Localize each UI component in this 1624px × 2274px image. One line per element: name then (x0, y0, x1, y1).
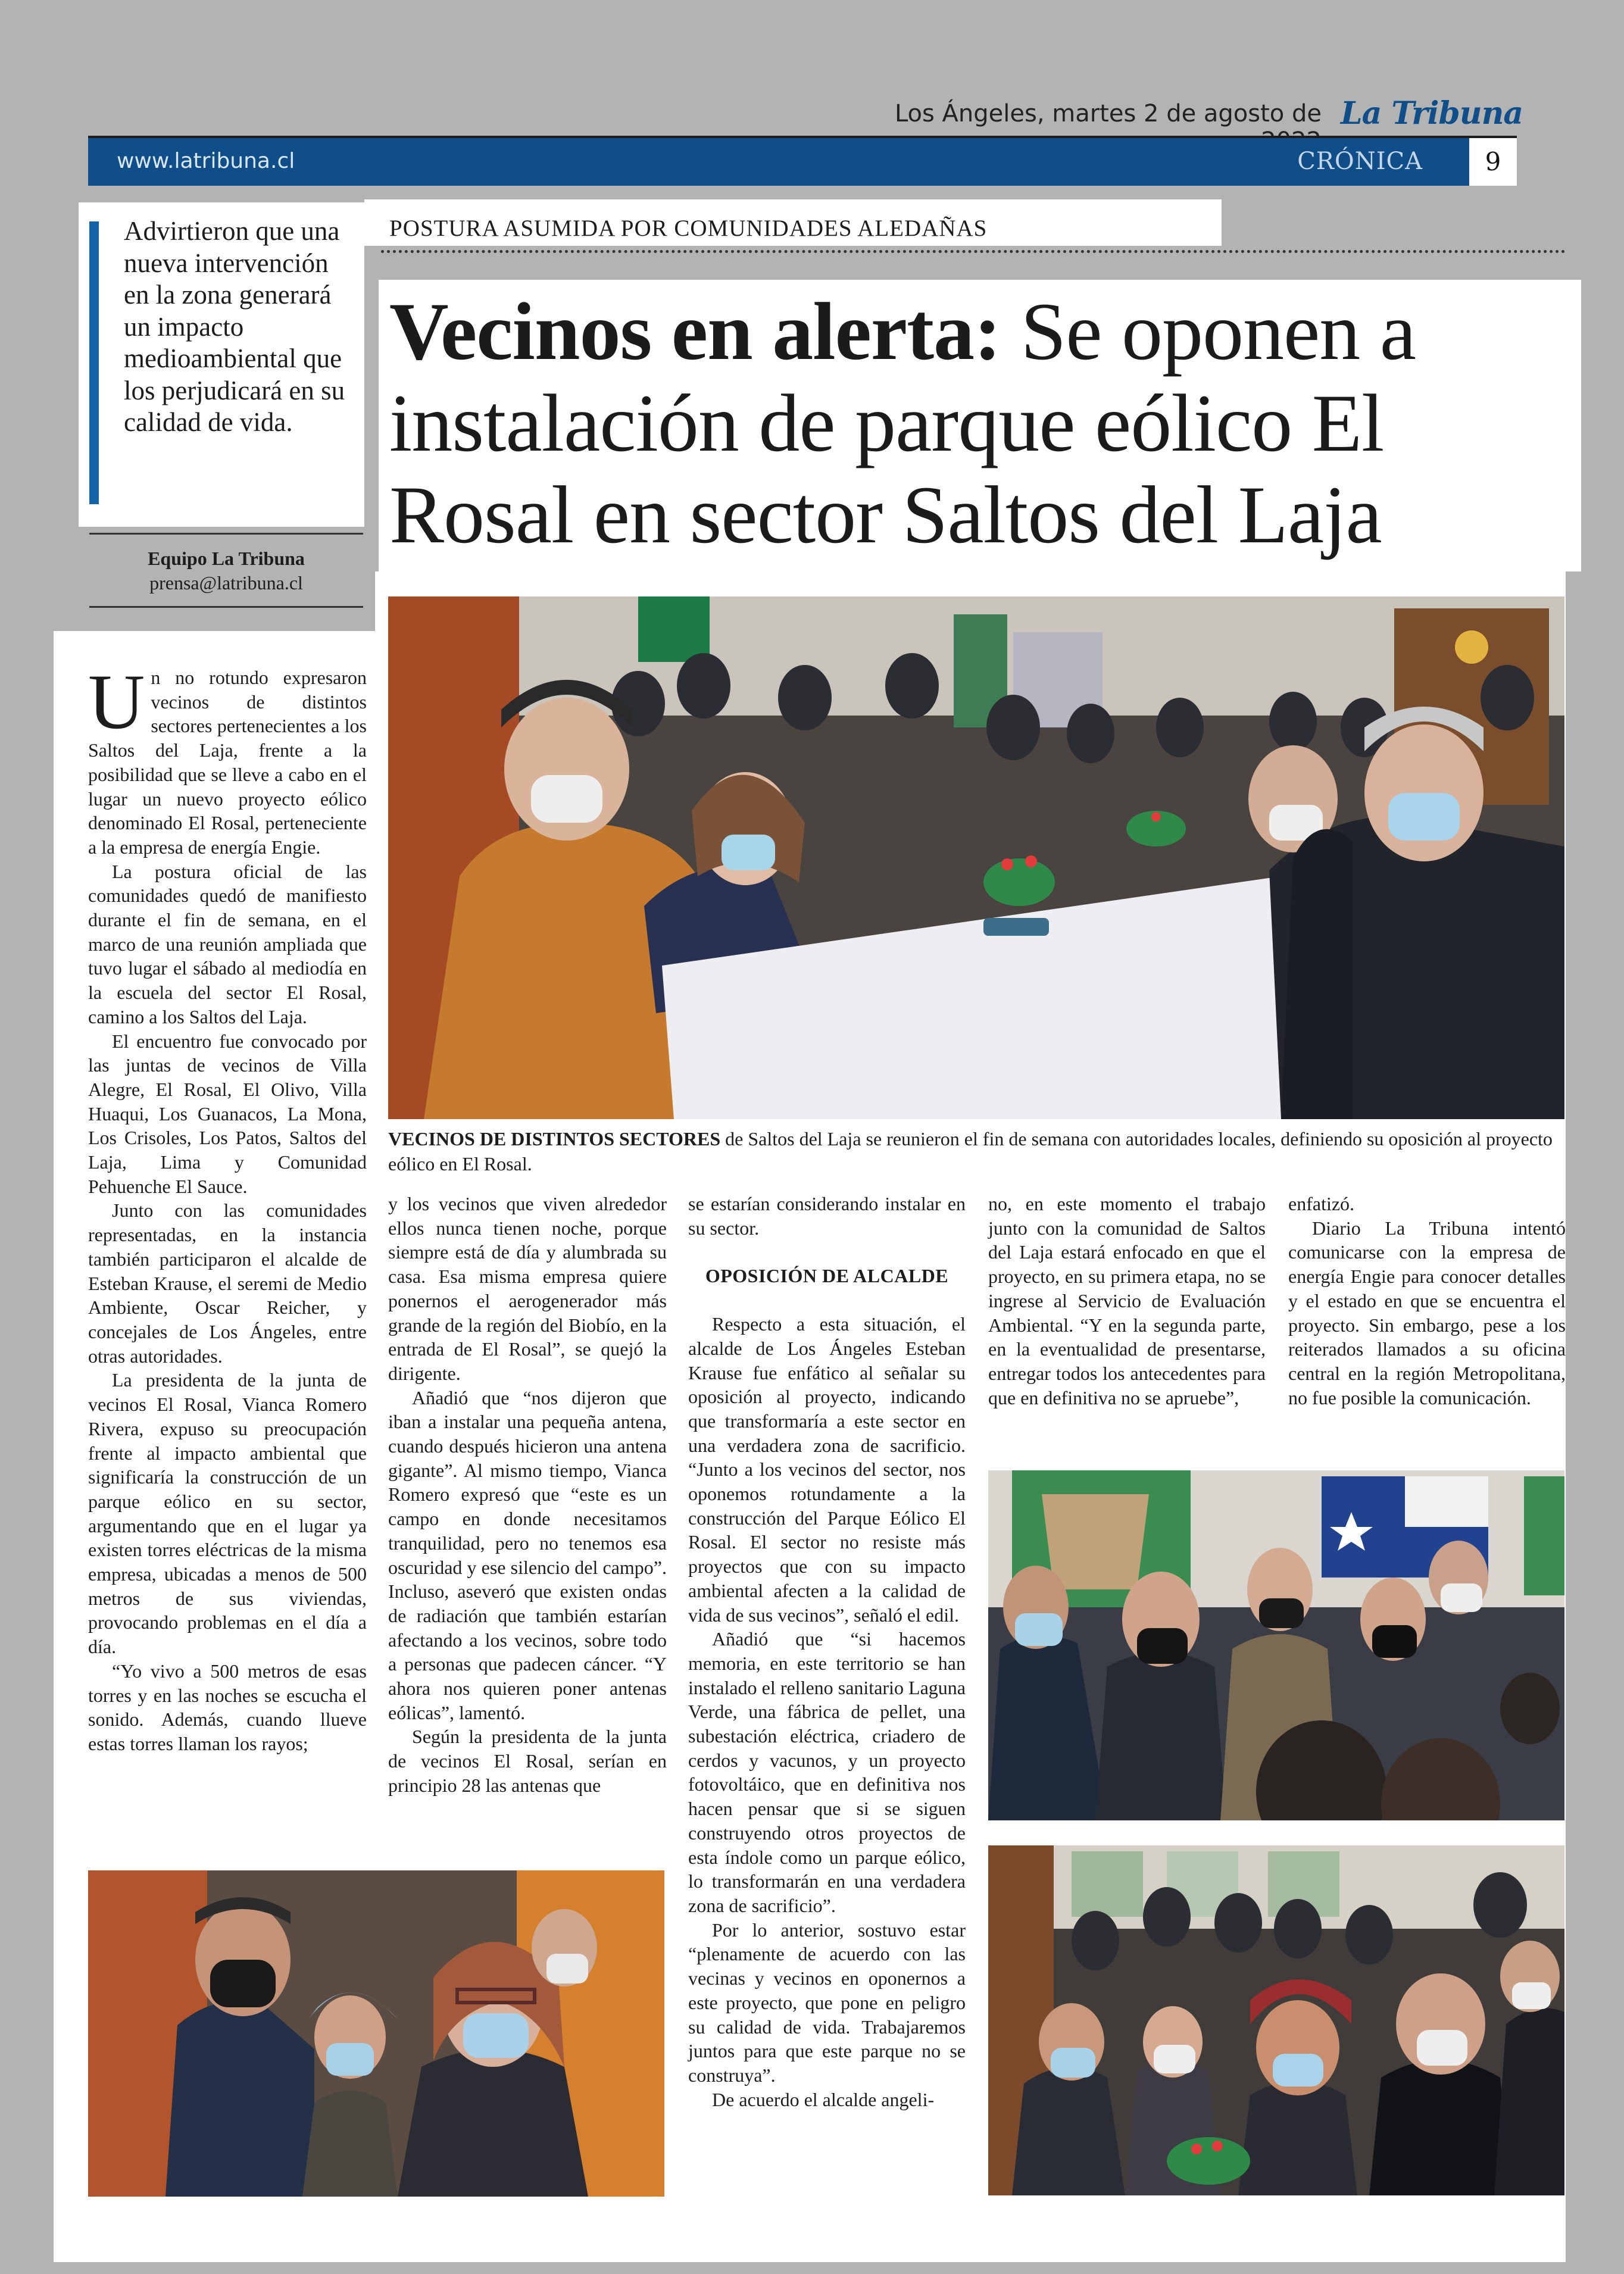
dateline: Los Ángeles, martes 2 de agosto de (894, 100, 1322, 127)
site-url[interactable]: www.latribuna.cl (117, 149, 295, 173)
article-paragraph: La postura oficial de las comunidades quedó de manifiesto durante el fin de semana, en el marco de una reunión ampliada que tuvo lugar el sábado al mediodía en la escuela del sector El Rosal, camino a los Saltos del Laja. (88, 860, 367, 1027)
article-paragraph: “Yo vivo a 500 metros de esas torres y en las noches se escucha el sonido. Además, cuando llueve estas torres llaman los rayos; (88, 1660, 367, 1754)
dotted-divider (381, 250, 1566, 253)
byline-email[interactable]: prensa@latribuna.cl (149, 572, 303, 594)
article-paragraph: Añadió que “si hacemos memoria, en este territorio se han instalado el relleno sanitario Laguna Verde, una fábrica de pellet, una subestación eléctrica, criadero de cerdos y vacunos, y un proyecto fotovoltáico, que en definitiva nos hacen pensar que si se siguen construyendo otros proyectos de esta índole como un parque eólico, lo transformarán en una verdadera zona de sacrificio”. (688, 1628, 966, 1916)
article-column-5 (1288, 1192, 1566, 1410)
section-bar (88, 136, 1517, 186)
article-paragraph: enfatizó. (1288, 1193, 1355, 1214)
article-column-2 (388, 1192, 667, 1798)
article-paragraph: Por lo anterior, sostuvo estar “plenamente de acuerdo con las vecinas y vecinos en oponernos a este proyecto, que pone en peligro su calidad de vida. Trabajaremos juntos para que este parque no se construya”. (688, 1919, 966, 2086)
article-paragraph: Diario La Tribuna intentó comunicarse con la empresa de energía Engie para conocer detalles y el estado en que se encuentra el proyecto. Sin embargo, pese a los reiterados llamados a su oficina central en la región Metropolitana, no fue posible la comunicación. (1288, 1217, 1566, 1408)
article-paragraph: Respecto a esta situación, el alcalde de Los Ángeles Esteban Krause fue enfático al señalar su oposición al proyecto, indicando que transformaría a este sector en una verdadera zona de sacrificio. “Junto a los vecinos del sector, nos oponemos rotundamente a la construcción del Parque Eólico El Rosal. El sector no resiste más proyectos que con su impacto ambiental afecten a la calidad de vida de sus vecinos”, señaló el edil. (688, 1313, 966, 1626)
article-paragraph: El encuentro fue convocado por las juntas de vecinos de Villa Alegre, El Rosal, El Olivo, Villa Huaqui, Los Guanacos, La Mona, Los Crisoles, Los Patos, Saltos del Laja, Lima y Comunidad Pehuenche El Sauce. (88, 1030, 367, 1197)
masthead-logo: La Tribuna (1341, 95, 1523, 132)
article-column-4 (988, 1192, 1266, 1410)
byline-name: Equipo La Tribuna (148, 548, 305, 569)
article-paragraph: Un no rotundo expresaron vecinos de distintos sectores pertenecientes a los Saltos del Laja, frente a la posibilidad que se lleve a cabo en el lugar un nuevo proyecto eólico denominado El Rosal, perteneciente a la empresa de energía Engie. (88, 658, 367, 858)
pullquote-text: Advirtieron que una nueva intervención en la zona generará un impacto medioambiental que los perjudicará en su calidad de vida. (124, 216, 345, 437)
article-column-3 (688, 1192, 966, 2111)
article-paragraph: La presidenta de la junta de vecinos El Rosal, Vianca Romero Rivera, expuso su preocupación frente al impacto ambiental que significaría la construcción de un parque eólico en su sector, argumentando que en el lugar ya existen torres eléctricas de la misma empresa, ubicadas a menos de 500 metros de sus viviendas, provocando problemas en el día a día. (88, 1369, 367, 1658)
byline (89, 533, 363, 608)
main-photo (388, 596, 1564, 1119)
article-paragraph: Junto con las comunidades representadas, en la instancia también participaron el alcalde de Esteban Krause, el seremi de Medio Ambiente, Oscar Reicher, y concejales de Los Ángeles, entre otras autoridades. (88, 1200, 367, 1367)
article-paragraph: Añadió que “nos dijeron que iban a instalar una pequeña antena, cuando después hicieron una antena gigante”. Al mismo tiempo, Vianca Romero expresó que “este es un campo en donde necesitamos tranquilidad, pero no tenemos esa oscuridad y ese silencio del campo”. Incluso, aseveró que existen ondas de radiación que también estarían afectando a los vecinos, sobre todo a personas que padecen cáncer. “Y ahora nos quieren poner antenas eólicas”, lamentó. (388, 1386, 667, 1723)
kicker (364, 199, 1222, 246)
article-paragraph: De acuerdo el alcalde angeli- (712, 2088, 935, 2110)
page-number: 9 (1469, 138, 1517, 186)
neighbors-photo (88, 1870, 664, 2197)
photo-caption (388, 1126, 1555, 1176)
headline-box (379, 280, 1581, 571)
headline (389, 286, 1580, 561)
kicker-text: POSTURA ASUMIDA POR COMUNIDADES ALEDAÑAS (389, 215, 988, 241)
headline-rest: Se oponen a instalación de parque eólico El Rosal en sector Saltos del Laja (389, 286, 1416, 560)
article-paragraph: Según la presidenta de la junta de vecinos El Rosal, serían en principio 28 las antenas que (388, 1726, 667, 1796)
section-name: CRÓNICA (1297, 148, 1423, 175)
caption-rest: de Saltos del Laja se reunieron el fin de semana con autoridades locales, definiendo su oposición al proyecto eólico en El Rosal. (388, 1128, 1553, 1175)
pullquote-rule (89, 221, 99, 504)
meeting-photo (988, 1845, 1564, 2195)
community-photo (988, 1470, 1564, 1820)
article-paragraph: se estarían considerando instalar en su sector. (688, 1193, 966, 1239)
article-paragraph: y los vecinos que viven alrededor ellos nunca tienen noche, porque siempre está de día y alumbrada su casa. Esa misma empresa quiere ponernos el aerogenerador más grande de la región del Biobío, en la entrada de El Rosal”, se quejó la dirigente. (388, 1193, 667, 1384)
subheading: OPOSICIÓN DE ALCALDE (705, 1265, 949, 1287)
headline-bold: Vecinos en alerta: (389, 286, 1001, 377)
article-column-1 (88, 658, 367, 1756)
article-paragraph: no, en este momento el trabajo junto con la comunidad de Saltos del Laja estará enfocado en que el proyecto, en su primera etapa, no se ingrese al Servicio de Evaluación Ambiental. “Y en la segunda parte, en la eventualidad de presentarse, entregar todos los antecedentes para que en definitiva no se apruebe”, (988, 1193, 1266, 1408)
caption-bold: VECINOS DE DISTINTOS SECTORES (388, 1128, 721, 1150)
pullquote (79, 202, 364, 527)
